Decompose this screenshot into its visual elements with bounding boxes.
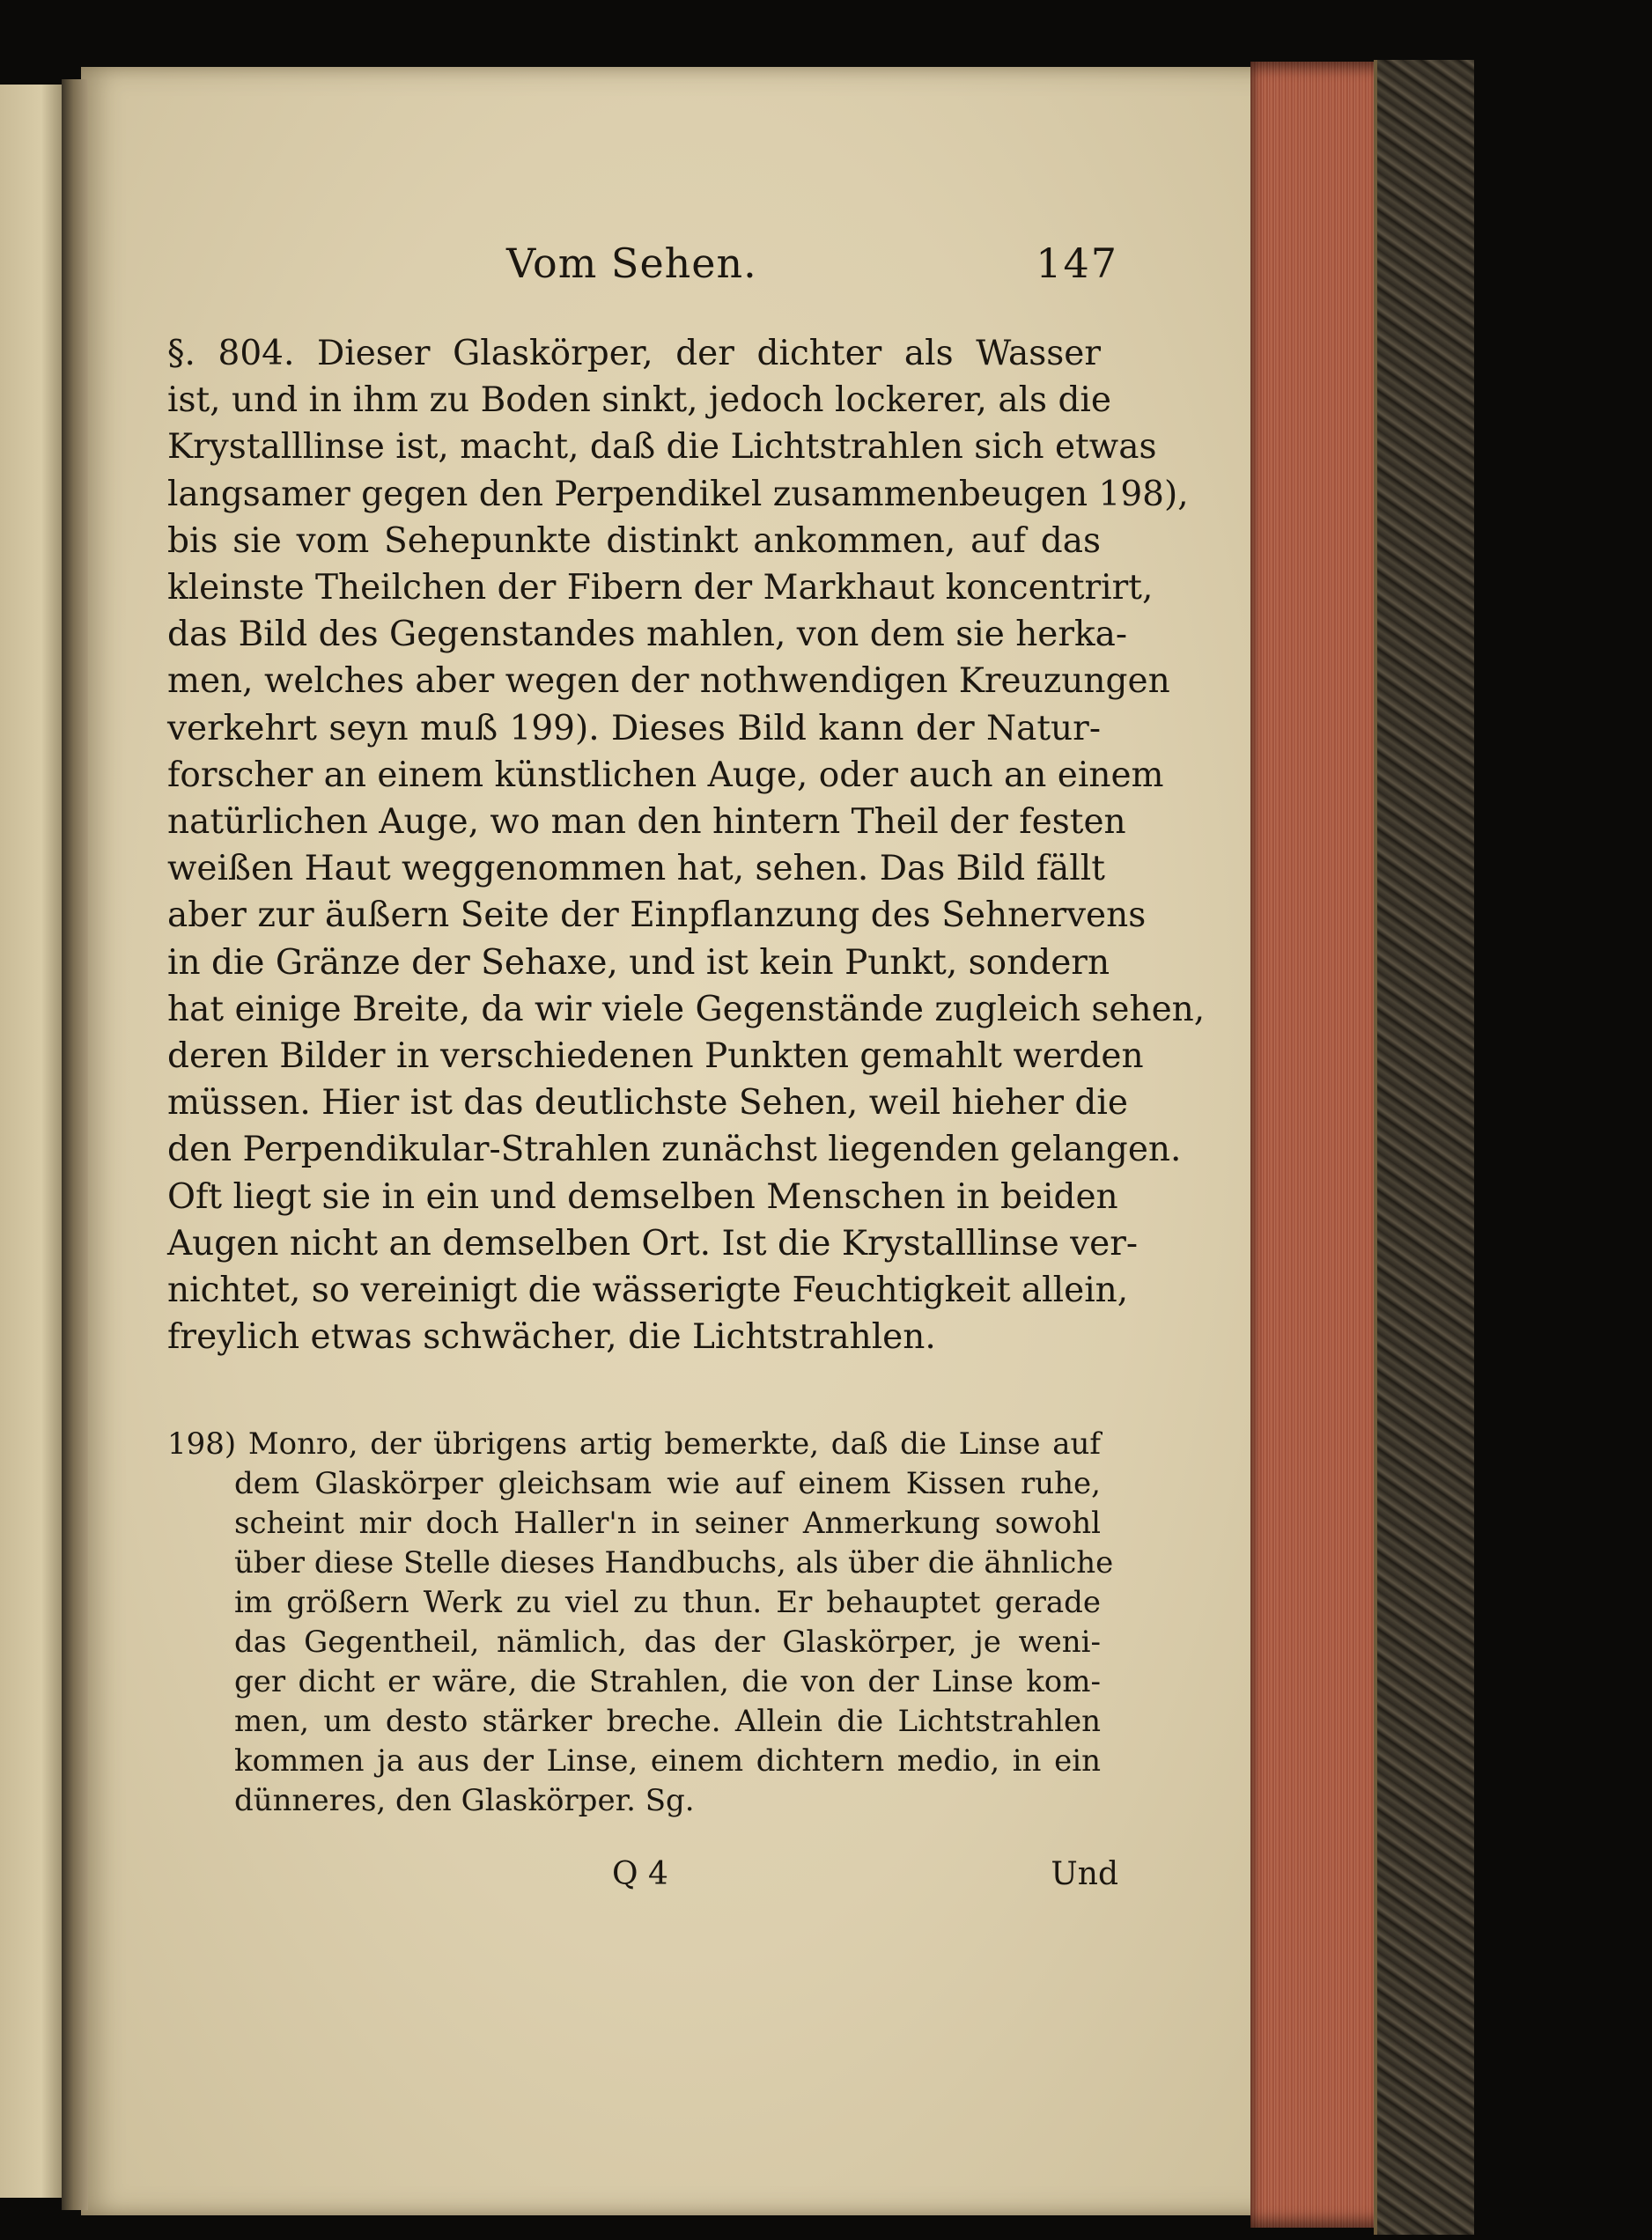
footnote-line: men, um desto stärker breche. Allein die Lichtstrahlen xyxy=(234,1704,1101,1739)
body-line: bis sie vom Sehepunkte distinkt ankommen, auf das xyxy=(167,520,1101,561)
body-line: men, welches aber wegen der nothwendigen Kreuzungen xyxy=(167,661,1170,702)
body-line: ist, und in ihm zu Boden sinkt, jedoch lockerer, als die xyxy=(167,380,1111,421)
catchword: Und xyxy=(1051,1856,1118,1892)
body-line: langsamer gegen den Perpendikel zusammenbeugen 198), xyxy=(167,474,1189,514)
body-line: verkehrt seyn muß 199). Dieses Bild kann der Natur- xyxy=(167,708,1101,748)
page-footer xyxy=(167,1856,1118,1900)
page-number: 147 xyxy=(1036,239,1118,287)
body-line: Krystalllinse ist, macht, daß die Lichtstrahlen sich etwas xyxy=(167,427,1157,468)
body-line: hat einige Breite, da wir viele Gegenstände zugleich sehen, xyxy=(167,989,1206,1029)
body-line: freylich etwas schwächer, die Lichtstrahlen. xyxy=(167,1317,936,1358)
left-page-edge xyxy=(0,85,69,2198)
fore-edge xyxy=(1250,62,1383,2228)
footnote-line: dem Glaskörper gleichsam wie auf einem Kissen ruhe, xyxy=(234,1466,1101,1501)
body-line: Augen nicht an demselben Ort. Ist die Krystalllinse ver- xyxy=(167,1223,1139,1264)
body-line: §. 804. Dieser Glaskörper, der dichter als Wasser xyxy=(167,334,1101,373)
footnote-line: das Gegentheil, nämlich, das der Glaskörper, je weni- xyxy=(234,1625,1101,1660)
footnote-line: scheint mir doch Haller'n in seiner Anmerkung sowohl xyxy=(234,1506,1101,1541)
body-line: weißen Haut weggenommen hat, sehen. Das Bild fällt xyxy=(167,849,1105,889)
body-line: den Perpendikular-Strahlen zunächst liegenden gelangen. xyxy=(167,1130,1182,1170)
footnote-line: 198) Monro, der übrigens artig bemerkte, daß die Linse auf xyxy=(167,1426,1101,1462)
running-head: Vom Sehen. xyxy=(506,239,757,287)
footnote-line: kommen ja aus der Linse, einem dichtern medio, in ein xyxy=(234,1743,1101,1779)
body-line: nichtet, so vereinigt die wässerigte Feuchtigkeit allein, xyxy=(167,1271,1129,1311)
body-line: Oft liegt sie in ein und demselben Menschen in beiden xyxy=(167,1176,1118,1217)
footnote xyxy=(167,1425,1114,1821)
footnote-line: ger dicht er wäre, die Strahlen, die von der Linse kom- xyxy=(234,1664,1101,1699)
body-text xyxy=(167,330,1206,1360)
body-line: deren Bilder in verschiedenen Punkten gemahlt werden xyxy=(167,1036,1144,1077)
footnote-line: über diese Stelle dieses Handbuchs, als über die ähnliche xyxy=(234,1545,1114,1581)
footnote-line: im größern Werk zu viel zu thun. Er behauptet gerade xyxy=(234,1585,1101,1620)
body-line: in die Gränze der Sehaxe, und ist kein Punkt, sondern xyxy=(167,942,1110,983)
footnote-line: dünneres, den Glaskörper. Sg. xyxy=(234,1783,695,1818)
body-line: kleinste Theilchen der Fibern der Markhaut koncentrirt, xyxy=(167,568,1154,608)
body-line: müssen. Hier ist das deutlichste Sehen, weil hieher die xyxy=(167,1083,1128,1124)
marbled-cover xyxy=(1374,60,1474,2235)
body-line: forscher an einem künstlichen Auge, oder auch an einem xyxy=(167,755,1164,795)
signature-mark: Q 4 xyxy=(612,1856,668,1892)
body-line: aber zur äußern Seite der Einpflanzung des Sehnervens xyxy=(167,895,1147,936)
gutter-shadow xyxy=(62,79,88,2210)
body-line: das Bild des Gegenstandes mahlen, von dem sie herka- xyxy=(167,615,1128,655)
page-header xyxy=(167,238,1118,308)
body-line: natürlichen Auge, wo man den hintern Theil der festen xyxy=(167,802,1126,843)
